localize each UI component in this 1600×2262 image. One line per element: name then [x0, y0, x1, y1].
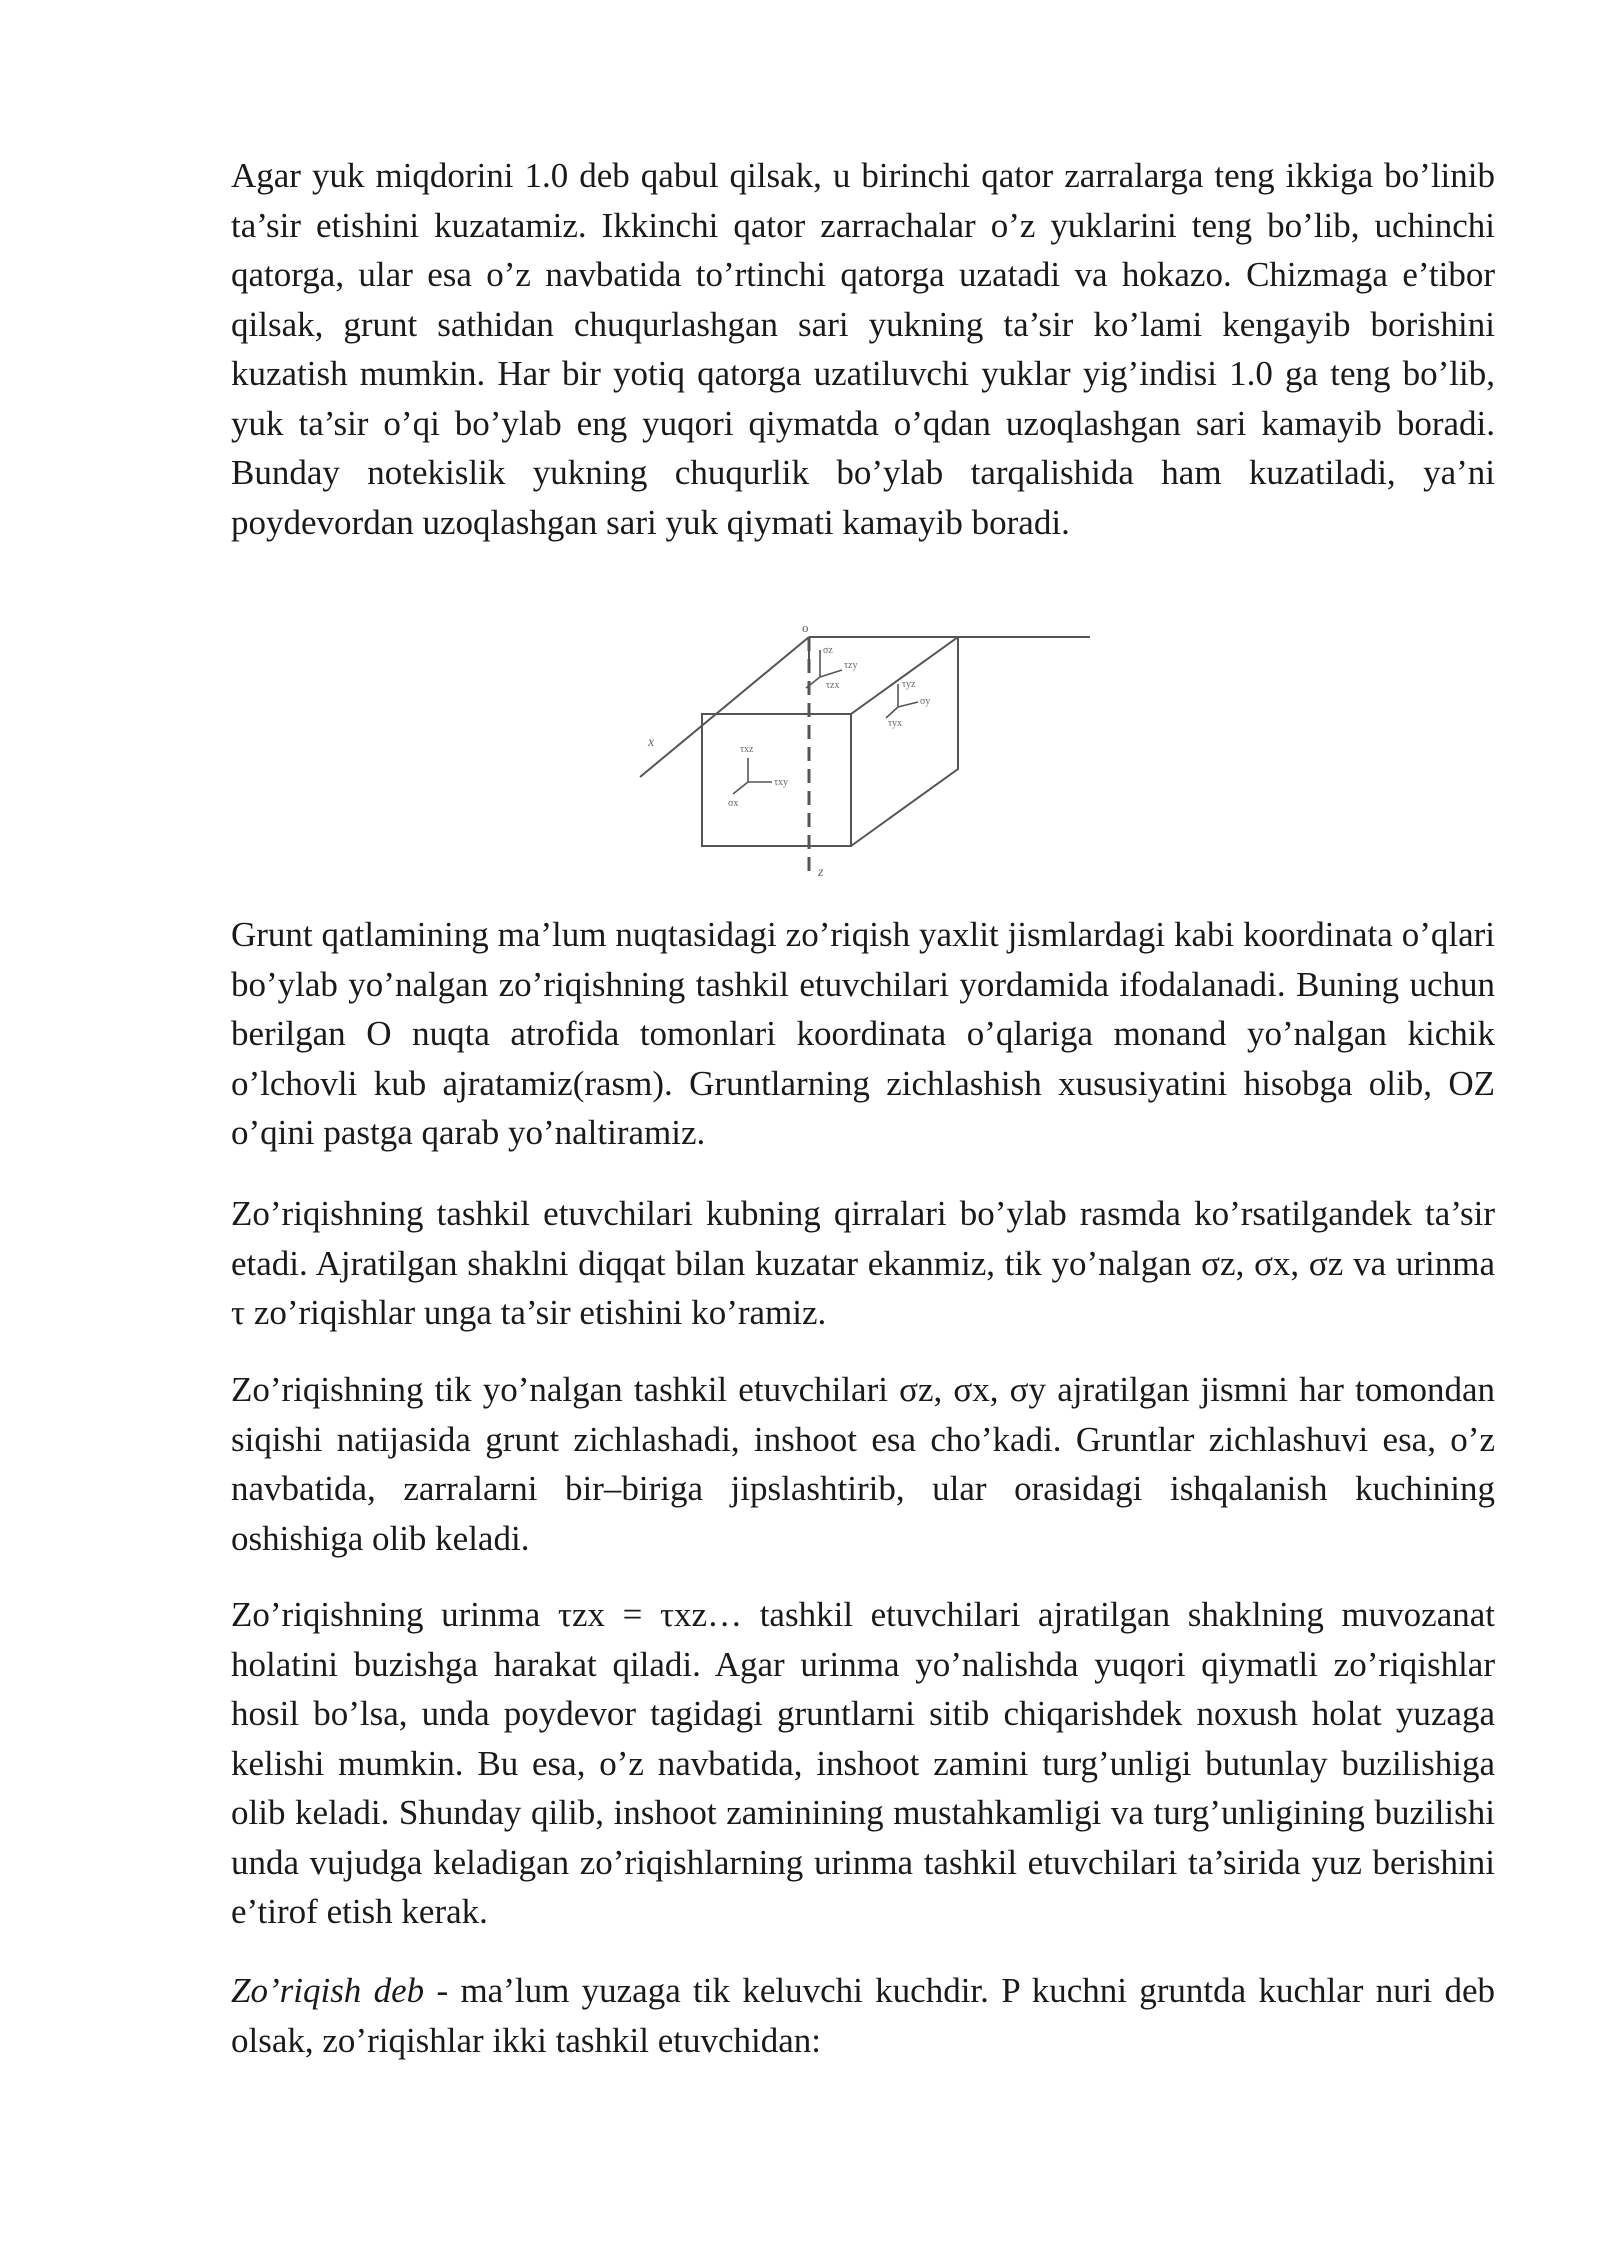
paragraph-shear-stresses: Zo’riqishning urinma τzx = τxz… tashkil etuvchilari ajratilgan shaklning muvozanat holatini buzishga harakat qiladi. Agar urinma yo’nalishda yuqori qiymatli zo’riqishlar hosil bo’lsa, unda poydevor tagidagi gruntlarni sitib chiqarishdek noxush holat yuzaga kelishi mumkin. Bu esa, o’z navbatida, inshoot zamini turg’unligi butunlay buzilishiga olib keladi. Shunday qilib, inshoot zaminining mustahkamligi va turg’unligining buzilishi unda vujudga keladigan zo’riqishlarning urinma tashkil etuvchilari ta’sirida yuz berishini e’tirof etish kerak. — [231, 1595, 1495, 1931]
front-face-tau2-label: τxy — [774, 777, 789, 788]
stress-cube-diagram — [630, 622, 1100, 892]
x-axis-line — [640, 637, 809, 777]
right-face-tau2-label: τyx — [888, 718, 903, 729]
top-face-sigma-label: σz — [823, 645, 833, 656]
cube-right-face — [851, 637, 958, 846]
front-face-sigma-label: σx — [728, 798, 739, 809]
top-face-tau1-label: τzy — [844, 660, 858, 671]
paragraph-cube-edges: Zo’riqishning tashkil etuvchilari kubning qirralari bo’ylab rasmda ko’rsatilgandek ta’sir etadi. Ajratilgan shaklni diqqat bilan kuzatar ekanmiz, tik yo’nalgan σz, σx, σz va urinma τ zo’riqishlar unga ta’sir etishini ko’ramiz. — [231, 1194, 1495, 1332]
stress-definition-text: - ma’lum yuzaga tik keluvchi kuchdir. P kuchni gruntda kuchlar nuri deb olsak, zo’riqishlar ikki tashkil etuvchidan: — [231, 1971, 1495, 2060]
right-face-sigma-label: σy — [920, 696, 931, 707]
front-face-tau1-label: τxz — [740, 744, 754, 755]
stress-term: Zo’riqish deb — [231, 1971, 425, 2010]
paragraph-normal-stresses: Zo’riqishning tik yo’nalgan tashkil etuvchilari σz, σx, σy ajratilgan jismni har tomondan siqishi natijasida grunt zichlashadi, inshoot esa cho’kadi. Gruntlar zichlashuvi esa, o’z navbatida, zarralarni bir–biriga jipslashtirib, ular orasidagi ishqalanish kuchining oshishiga olib keladi. — [231, 1370, 1495, 1558]
axis-o-label: o — [802, 622, 809, 635]
paragraph-stress-definition — [231, 1966, 1495, 2065]
paragraph-stress-components: Grunt qatlamining ma’lum nuqtasidagi zo’riqish yaxlit jismlardagi kabi koordinata o’qlari bo’ylab yo’nalgan zo’riqishning tashkil etuvchilari yordamida ifodalanadi. Buning uchun berilgan O nuqta atrofida tomonlari koordinata o’qlariga monand yo’nalgan kichik o’lchovli kub ajratamiz(rasm). Gruntlarning zichlashish xususiyatini hisobga olib, OZ o’qini pastga qarab yo’naltiramiz. — [231, 915, 1495, 1152]
stress-cube-figure — [630, 622, 1100, 892]
axis-z-label: z — [818, 865, 824, 880]
axis-x-label: x — [648, 735, 655, 750]
right-face-tau1-label: τyz — [902, 679, 916, 690]
top-face-tau2-label: τzx — [826, 680, 840, 691]
paragraph-load-distribution: Agar yuk miqdorini 1.0 deb qabul qilsak, u birinchi qator zarralarga teng ikkiga bo’linib ta’sir etishini kuzatamiz. Ikkinchi qator zarrachalar o’z yuklarini teng bo’lib, uchinchi qatorga, ular esa o’z navbatida to’rtinchi qatorga uzatadi va hokazo. Chizmaga e’tibor qilsak, grunt sathidan chuqurlashgan sari yukning ta’sir ko’lami kengayib borishini kuzatish mumkin. Har bir yotiq qatorga uzatiluvchi yuklar yig’indisi 1.0 ga teng bo’lib, yuk ta’sir o’qi bo’ylab eng yuqori qiymatda o’qdan uzoqlashgan sari kamayib boradi. Bunday notekislik yukning chuqurlik bo’ylab tarqalishida ham kuzatiladi, ya’ni poydevordan uzoqlashgan sari yuk qiymati kamayib boradi. — [231, 156, 1495, 542]
